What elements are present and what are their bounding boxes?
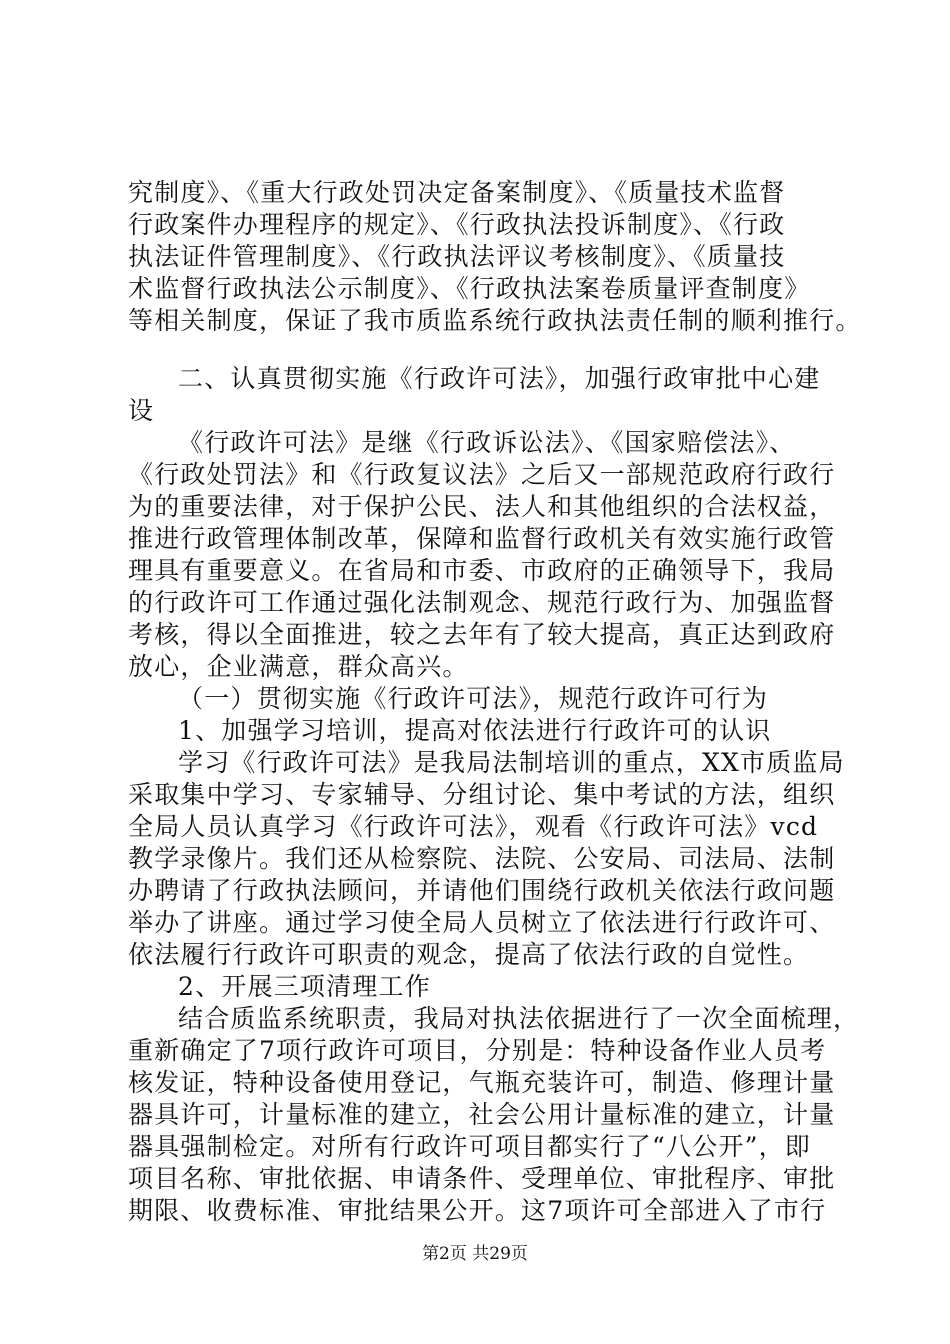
text-line: 考核，得以全面推进，较之去年有了较大提高，真正达到政府: [128, 620, 836, 649]
page-number-footer: 第2页 共29页: [422, 1244, 528, 1264]
text-line: 推进行政管理体制改革，保障和监督行政机关有效实施行政管: [128, 524, 836, 553]
text-line: 究制度》、《重大行政处罚决定备案制度》、《质量技术监督: [128, 178, 786, 207]
text-line: 的行政许可工作通过强化法制观念、规范行政行为、加强监督: [128, 588, 836, 617]
text-line: 依法履行行政许可职责的观念，提高了依法行政的自觉性。: [128, 940, 810, 969]
item-heading: 1、加强学习培训，提高对依法进行行政许可的认识: [178, 716, 772, 745]
text-line: 采取集中学习、专家辅导、分组讨论、集中考试的方法，组织: [128, 780, 836, 809]
text-line: 全局人员认真学习《行政许可法》，观看《行政许可法》vcd: [128, 812, 819, 841]
text-line: 核发证，特种设备使用登记，气瓶充装许可，制造、修理计量: [128, 1068, 836, 1097]
text-line: 为的重要法律，对于保护公民、法人和其他组织的合法权益，: [128, 492, 836, 521]
text-line: 器具强制检定。对所有行政许可项目都实行了“八公开”，即: [128, 1132, 811, 1161]
text-line: 期限、收费标准、审批结果公开。这7项许可全部进入了市行: [128, 1196, 827, 1225]
text-line: 执法证件管理制度》、《行政执法评议考核制度》、《质量技: [128, 242, 786, 271]
text-line: 《行政处罚法》和《行政复议法》之后又一部规范政府行政行: [128, 460, 836, 489]
text-line: 行政案件办理程序的规定》、《行政执法投诉制度》、《行政: [128, 210, 786, 239]
paragraph-first-line: 学习《行政许可法》是我局法制培训的重点，XX市质监局: [178, 748, 845, 777]
text-line: 重新确定了7项行政许可项目，分别是：特种设备作业人员考: [128, 1036, 827, 1065]
section-heading-continuation: 设: [128, 396, 155, 425]
text-line: 项目名称、审批依据、申请条件、受理单位、审批程序、审批: [128, 1164, 836, 1193]
text-line: 器具许可，计量标准的建立，社会公用计量标准的建立，计量: [128, 1100, 836, 1129]
text-line: 放心，企业满意，群众高兴。: [128, 652, 469, 681]
text-line: 教学录像片。我们还从检察院、法院、公安局、司法局、法制: [128, 844, 836, 873]
item-heading: 2、开展三项清理工作: [178, 972, 431, 1001]
subsection-heading: （一）贯彻实施《行政许可法》，规范行政许可行为: [178, 684, 769, 713]
paragraph-first-line: 结合质监系统职责，我局对执法依据进行了一次全面梳理，: [178, 1004, 860, 1033]
text-line: 术监督行政执法公示制度》、《行政执法案卷质量评查制度》: [128, 274, 811, 303]
text-line: 办聘请了行政执法顾问，并请他们围绕行政机关依法行政问题: [128, 876, 836, 905]
text-line: 举办了讲座。通过学习使全局人员树立了依法进行行政许可、: [128, 908, 836, 937]
text-line: 等相关制度，保证了我市质监系统行政执法责任制的顺利推行。: [128, 306, 862, 335]
paragraph-first-line: 《行政许可法》是继《行政诉讼法》、《国家赔偿法》、: [178, 428, 796, 457]
section-heading: 二、认真贯彻实施《行政许可法》，加强行政审批中心建: [178, 364, 821, 393]
text-line: 理具有重要意义。在省局和市委、市政府的正确领导下，我局: [128, 556, 836, 585]
